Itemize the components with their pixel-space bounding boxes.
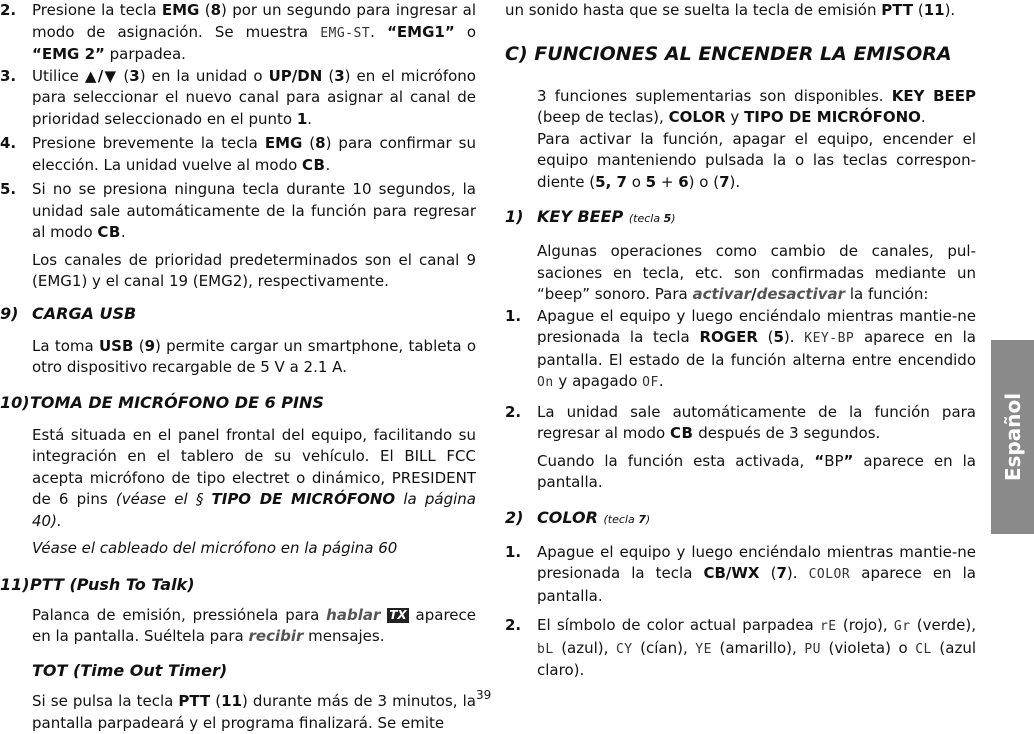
subsection-number: 1)	[505, 207, 524, 226]
text: (	[913, 1, 924, 19]
text: El símbolo de color actual parpadea	[537, 616, 820, 634]
item-number: 2.	[505, 616, 522, 634]
lcd-color-code: PU	[804, 641, 821, 657]
text: .	[325, 155, 331, 174]
text: Apague el equipo y luego enciéndalo mientras mantie-ne presionada la tecla	[537, 306, 976, 346]
section-heading-c: C) FUNCIONES AL ENCENDER LA EMISORA	[505, 42, 952, 65]
italic-text: la página 40).	[32, 490, 476, 530]
list-item	[0, 66, 476, 131]
key-beep-intro	[505, 241, 976, 306]
text: Utilice	[32, 66, 85, 85]
key-label: “EMG1”	[387, 22, 455, 41]
key-label: EMG	[264, 134, 303, 152]
text: (	[322, 66, 335, 85]
lcd-color-code: bL	[537, 641, 554, 657]
text: Si se pulsa la tecla	[32, 692, 179, 710]
lcd-color-code: rE	[819, 619, 837, 634]
text: (verde),	[910, 616, 976, 634]
text: (	[757, 328, 774, 346]
section-heading-mic	[0, 392, 476, 414]
key-number: 8	[210, 1, 222, 19]
lcd-color-code: CL	[915, 641, 932, 657]
text: (	[117, 66, 130, 85]
key-number: 7	[776, 564, 787, 582]
section-number: 10)	[0, 392, 30, 412]
text: después de 3 segundos.	[693, 424, 881, 442]
text: ) en la unidad o	[139, 66, 269, 85]
text: ) o (	[688, 172, 720, 191]
text: Presione brevemente la tecla	[32, 134, 265, 152]
key-label: ROGER	[699, 328, 758, 346]
key-number: 3	[129, 66, 140, 85]
section-heading-usb	[0, 303, 476, 325]
text: Si no se presiona ninguna tecla durante 10 segundos, la unidad sale automáticamente de la función para regresar al modo	[32, 180, 476, 241]
text: Palanca de emisión, pressiónela para	[32, 605, 327, 624]
item-number: 1.	[505, 542, 522, 561]
lcd-color-code: Gr	[893, 619, 911, 634]
lcd-display-text: KEY-BP	[804, 331, 855, 346]
lcd-display-text: EMG-ST	[320, 25, 371, 41]
list-item	[505, 402, 976, 445]
key-beep-note	[505, 451, 976, 494]
text: .	[307, 109, 313, 128]
subsection-heading-color	[505, 507, 976, 531]
text: (violeta) o	[821, 638, 916, 657]
lcd-display-text: OF	[642, 375, 659, 390]
key-number: 5	[645, 172, 657, 191]
text: mensajes.	[303, 627, 385, 645]
emphasis-recibir: recibir	[248, 627, 304, 645]
text: /	[751, 285, 757, 303]
right-column	[505, 0, 976, 682]
list-item	[0, 0, 476, 66]
text: ) para confirmar su elección. La unidad vuelve al modo	[32, 134, 477, 174]
key-number: 9	[144, 336, 156, 355]
cb-mode-label: CB	[669, 424, 694, 442]
tot-paragraph	[0, 691, 476, 734]
key-label: USB	[99, 336, 134, 355]
text: “	[814, 451, 825, 470]
text: (	[759, 564, 777, 582]
item-number: 2.	[505, 402, 522, 421]
key-reference: (tecla	[603, 512, 639, 526]
text: ) por un segundo para ingresar al modo de asignación. Se muestra	[32, 1, 476, 41]
key-number: 6	[678, 172, 689, 191]
left-column	[0, 0, 476, 734]
key-label: TIPO DE MICRÓFONO	[744, 108, 921, 126]
text: aparece en la pantalla. Suéltela para	[32, 605, 476, 645]
text: Algunas operaciones como cambio de canales, pul-saciones en tecla, etc. son confirmadas mediante un “beep” sonoro. Para	[537, 242, 976, 303]
text: .	[658, 372, 664, 390]
text: aparece en la pantalla. El estado de la función alterna entre encendido	[537, 328, 976, 369]
text: 3 funciones suplementarias son disponibles.	[537, 86, 892, 105]
text: (azul claro).	[537, 638, 976, 679]
lcd-display-text: BP	[824, 451, 844, 470]
text: La unidad sale automáticamente de la función para regresar al modo	[537, 402, 976, 442]
functions-activation	[505, 129, 976, 194]
text: (beep de teclas),	[537, 108, 669, 126]
lcd-display-text: On	[537, 375, 554, 390]
text: ).	[729, 172, 741, 191]
text: aparece en la pantalla.	[537, 451, 976, 491]
key-number: 3	[334, 66, 345, 85]
text: ).	[783, 328, 805, 346]
list-item	[505, 542, 976, 608]
section-number: 11)	[0, 574, 30, 594]
tot-continuation	[505, 0, 976, 22]
lcd-color-code: YE	[695, 641, 712, 657]
key-reference: )	[645, 512, 651, 526]
subsection-number: 2)	[505, 507, 524, 527]
lcd-color-code: CY	[615, 641, 633, 657]
key-label: PTT	[178, 692, 211, 710]
key-number: 7	[638, 512, 646, 526]
emphasis-activar: activar	[692, 285, 752, 303]
usb-paragraph	[0, 336, 476, 379]
item-number: 2.	[0, 1, 17, 19]
section-title: PTT (Push To Talk)	[30, 574, 195, 594]
text: Presione la tecla	[32, 1, 162, 19]
text: ) en el micrófono para seleccionar el nuevo canal para asignar al canal de prioridad seleccionado en el punto	[32, 66, 476, 128]
subsection-heading-key-beep	[505, 206, 976, 230]
text: (	[302, 134, 316, 152]
text: (rojo),	[836, 616, 894, 634]
text: (azul),	[553, 638, 616, 657]
lcd-display-text: COLOR	[808, 567, 851, 582]
section-title: CARGA USB	[32, 303, 137, 323]
key-reference: (tecla	[628, 212, 664, 225]
text: La toma	[32, 336, 99, 355]
text: o	[454, 22, 476, 41]
key-number: 11	[221, 692, 242, 710]
mic-paragraph	[0, 425, 476, 533]
text: .	[370, 22, 388, 41]
key-number: 5, 7	[595, 172, 627, 191]
text: .	[920, 108, 926, 126]
section-heading-ptt	[0, 574, 476, 596]
text: la función:	[845, 285, 929, 303]
key-number: 11	[923, 1, 945, 19]
emphasis-hablar: hablar	[326, 605, 381, 624]
mic-wiring-note: Véase el cableado del micrófono en la página 60	[32, 539, 398, 557]
text: ”	[843, 451, 854, 470]
text: .	[120, 223, 126, 241]
priority-note: Los canales de prioridad predeterminados son el canal 9 (EMG1) y el canal 19 (EMG2), respectivamente.	[32, 250, 476, 290]
text: +	[656, 172, 679, 191]
tx-indicator-icon: TX	[389, 607, 407, 622]
language-side-tab	[991, 340, 1034, 534]
text: Para activar la función, apagar el equipo, encender el equipo manteniendo pulsada la o las teclas correspon-diente (	[537, 129, 976, 191]
text: un sonido hasta que se suelta la tecla de emisión	[505, 1, 882, 19]
section-number: 9)	[0, 303, 19, 323]
italic-text: (véase el §	[115, 490, 212, 508]
item-number: 1.	[505, 306, 522, 325]
key-number: 5	[773, 328, 784, 346]
tot-heading: TOT (Time Out Timer)	[32, 660, 228, 680]
list-item	[505, 306, 976, 394]
text: Cuando la función esta activada,	[537, 451, 815, 470]
text: Apague el equipo y luego enciéndalo mientras mantie-ne presionada la tecla	[537, 542, 976, 582]
text: (	[133, 336, 145, 355]
key-label: COLOR	[668, 108, 726, 126]
text: ).	[944, 1, 956, 19]
section-title: TOMA DE MICRÓFONO DE 6 PINS	[30, 392, 324, 412]
key-number: 8	[315, 134, 326, 152]
list-item	[505, 615, 976, 682]
emphasis-desactivar: desactivar	[756, 285, 846, 303]
ptt-paragraph	[0, 605, 476, 648]
key-number: 5	[663, 212, 672, 225]
subsection-title: COLOR	[537, 507, 598, 527]
text: ).	[786, 564, 809, 582]
key-label: CB/WX	[703, 564, 760, 582]
text: (amarillo),	[711, 638, 805, 657]
functions-intro	[505, 86, 976, 129]
key-label: UP/DN	[268, 66, 323, 85]
subsection-title: KEY BEEP	[537, 207, 624, 226]
key-label: “EMG 2”	[32, 45, 105, 63]
key-label: KEY BEEP	[891, 86, 976, 105]
arrow-keys-label: ▲/▼	[84, 66, 118, 85]
key-label: EMG	[161, 1, 200, 19]
item-number: 5.	[0, 180, 17, 198]
text: Está situada en el panel frontal del equipo, facilitando su integración en el tablero de su vehículo. El BILL FCC acepta micrófono de tipo electret o dinámico, PRESIDENT de 6 pins	[32, 425, 476, 508]
item-number: 3.	[0, 66, 17, 85]
language-label: Español	[1000, 392, 1025, 482]
key-number: 7	[719, 172, 730, 191]
key-reference: )	[671, 212, 676, 225]
text: ) durante más de 3 minutos, la pantalla parpadeará y el programa finalizará. Se emite	[32, 692, 476, 732]
key-label: PTT	[881, 1, 914, 19]
text: parpadea.	[104, 45, 186, 63]
text: ) permite cargar un smartphone, tableta o otro dispositivo recargable de 5 V a 2.1 A.	[32, 336, 477, 376]
page-number: 39	[476, 688, 492, 702]
text: aparece en la pantalla.	[537, 564, 976, 605]
text: y	[725, 108, 745, 126]
cb-mode-label: CB	[97, 223, 121, 241]
list-item	[0, 179, 476, 244]
list-item	[0, 133, 476, 176]
cross-reference: TIPO DE MICRÓFONO	[211, 490, 396, 508]
text: (	[199, 1, 211, 19]
item-number: 4.	[0, 134, 17, 152]
text: y apagado	[553, 372, 643, 390]
cb-mode-label: CB	[302, 155, 326, 174]
text: (	[210, 692, 222, 710]
text: (cían),	[632, 638, 696, 657]
key-number: 1	[296, 109, 308, 128]
text: o	[626, 172, 646, 191]
